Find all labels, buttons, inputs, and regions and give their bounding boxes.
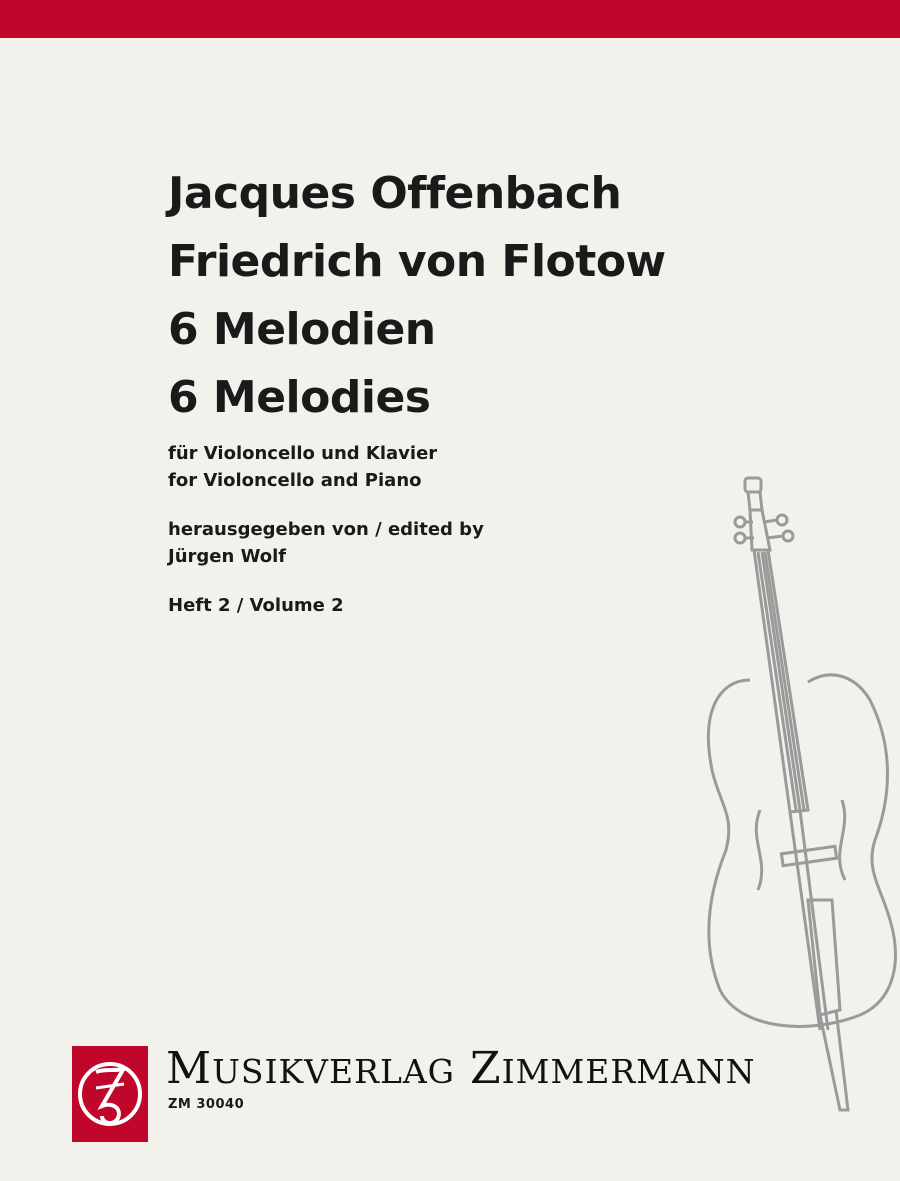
title-english: 6 Melodies: [168, 372, 431, 423]
catalog-number: ZM 30040: [168, 1097, 245, 1112]
composer-name: Jacques Offenbach: [168, 168, 622, 219]
subtitle-block: [168, 440, 484, 619]
composer-name: Friedrich von Flotow: [168, 236, 666, 287]
cello-outline-icon: [690, 470, 900, 1130]
editor-label: herausgegeben von / edited by: [168, 519, 484, 540]
editor-name: Jürgen Wolf: [168, 546, 287, 567]
title-german: 6 Melodien: [168, 304, 436, 355]
volume-label: Heft 2 / Volume 2: [168, 595, 344, 616]
publisher-name: MUSIKVERLAG ZIMMERMANN: [166, 1043, 756, 1094]
top-color-band: [0, 0, 900, 38]
instrumentation-german: für Violoncello und Klavier: [168, 443, 438, 464]
title-block: [168, 160, 666, 432]
instrumentation-english: for Violoncello and Piano: [168, 470, 422, 491]
zimmermann-z-logo-icon: [72, 1046, 148, 1142]
